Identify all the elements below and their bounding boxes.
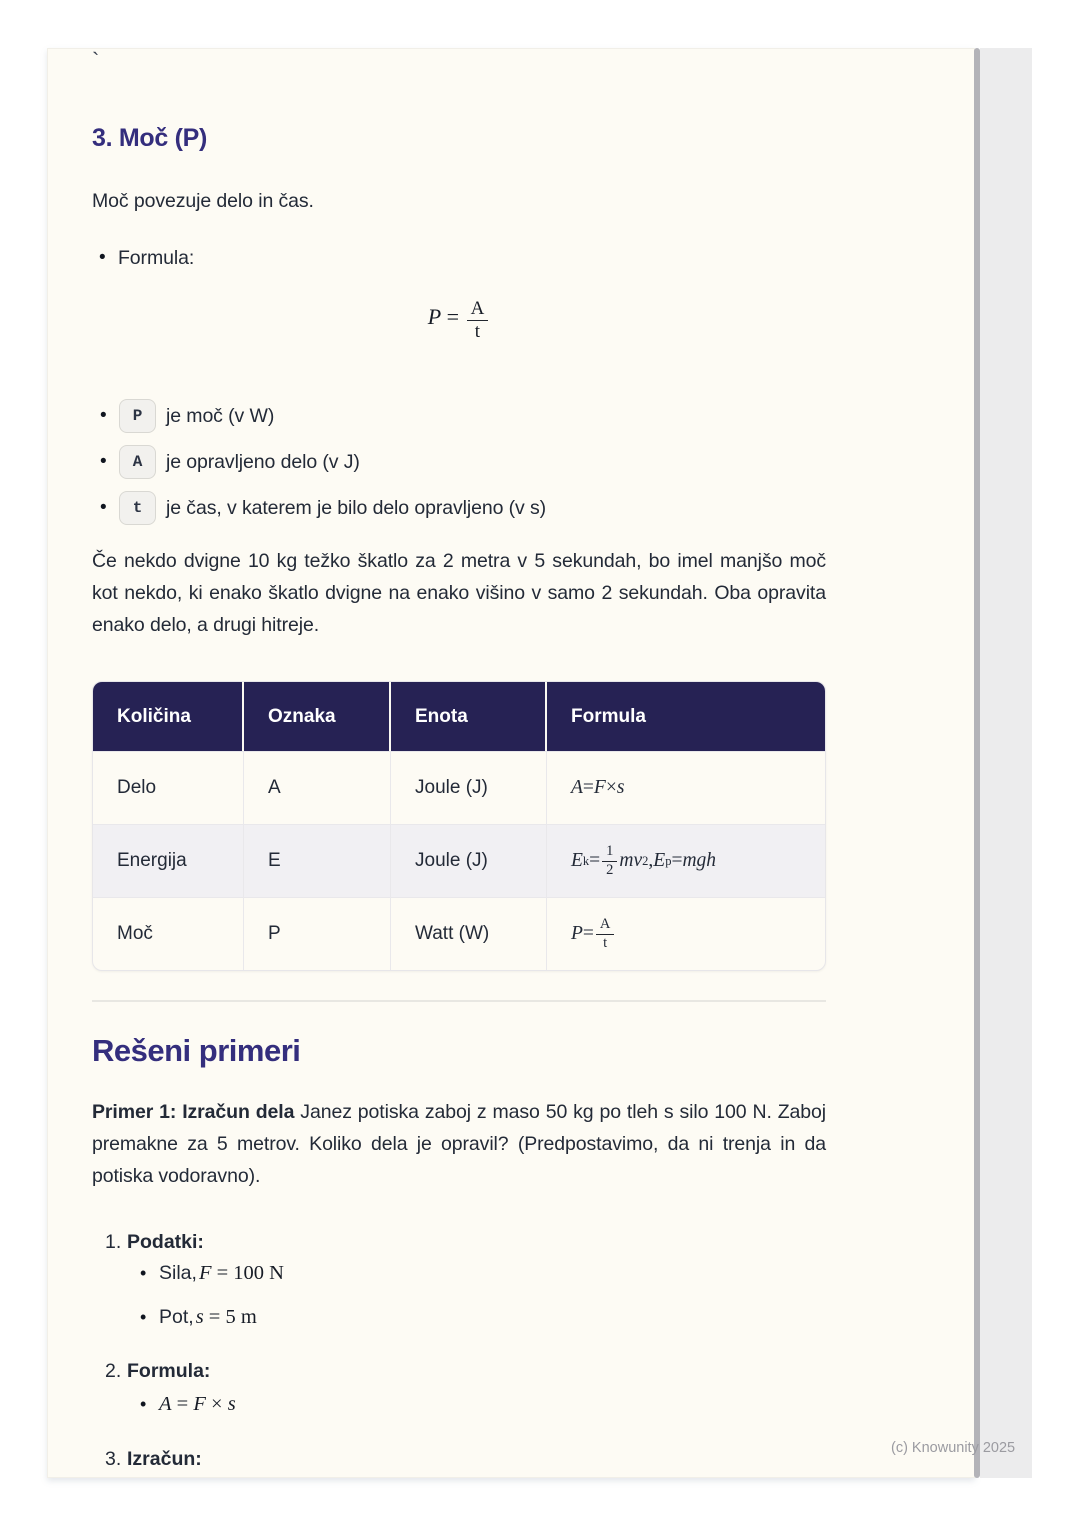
example-text: Janez potiska zaboj z maso 50 kg po tleh s silo 100 N. Zaboj premakne za 5 metrov. Koliko dela je opravil? (Predpostavimo, da ni trenja in da potiska vodoravno). xyxy=(92,1101,827,1187)
cell-oznaka: A xyxy=(244,751,391,824)
table-row xyxy=(93,897,825,970)
stray-backtick: ` xyxy=(92,48,100,73)
header-enota: Enota xyxy=(391,682,547,751)
example-title: Primer 1: Izračun dela xyxy=(92,1101,295,1123)
step-izracun xyxy=(105,1448,202,1471)
table-header-row xyxy=(93,682,825,751)
item-math: F = 100 N xyxy=(198,1262,284,1284)
formula-label: Formula: xyxy=(118,247,195,269)
cell-kolicina: Moč xyxy=(93,897,244,970)
data-item-sila xyxy=(140,1262,284,1285)
code-badge-a: A xyxy=(119,445,156,479)
variable-item-t xyxy=(92,490,546,526)
step-number: 2. xyxy=(105,1360,122,1382)
solved-examples-heading: Rešeni primeri xyxy=(92,1033,301,1068)
formula-list-item xyxy=(92,242,194,274)
variable-item-a xyxy=(92,444,360,480)
header-kolicina: Količina xyxy=(93,682,244,751)
item-label: Pot, xyxy=(159,1306,194,1328)
variable-item-p xyxy=(92,398,274,434)
cell-enota: Joule (J) xyxy=(391,751,547,824)
step-number: 1. xyxy=(105,1231,122,1253)
step-podatki xyxy=(105,1231,204,1254)
section-intro: Moč povezuje delo in čas. xyxy=(92,190,314,212)
cell-enota: Joule (J) xyxy=(391,824,547,897)
code-badge-t: t xyxy=(119,491,156,525)
step-label: Podatki: xyxy=(127,1231,204,1253)
step-label: Izračun: xyxy=(127,1448,202,1470)
cell-formula: A = F × s xyxy=(547,751,825,824)
variable-description: je moč (v W) xyxy=(166,405,275,427)
cell-enota: Watt (W) xyxy=(391,897,547,970)
section-divider xyxy=(92,1000,826,1002)
explanation-paragraph: Če nekdo dvigne 10 kg težko škatlo za 2 metra v 5 sekundah, bo imel manjšo moč kot nekdo, ki enako škatlo dvigne na enako višino v samo 2 sekundah. Oba opravita enako delo, a drugi hitreje. xyxy=(92,550,826,636)
quantities-table xyxy=(92,681,826,971)
cell-oznaka: E xyxy=(244,824,391,897)
code-badge-p: P xyxy=(119,399,156,433)
bullet-icon: • xyxy=(100,451,107,472)
bullet-icon: • xyxy=(140,1307,147,1327)
cell-kolicina: Delo xyxy=(93,751,244,824)
scrollbar-track[interactable] xyxy=(980,48,1032,1478)
step-number: 3. xyxy=(105,1448,122,1470)
example-paragraph xyxy=(92,1096,826,1192)
step-label: Formula: xyxy=(127,1360,211,1382)
item-math: s = 5 m xyxy=(195,1306,257,1328)
data-item-pot xyxy=(140,1306,257,1329)
cell-kolicina: Energija xyxy=(93,824,244,897)
scrollbar-thumb[interactable] xyxy=(974,48,980,1478)
header-formula: Formula xyxy=(547,682,825,751)
cell-formula: E k = $\frac{1}{2}$ mv 2 , E p = mgh xyxy=(547,824,825,897)
bullet-icon: • xyxy=(140,1263,147,1283)
table-row xyxy=(93,751,825,824)
formula-item xyxy=(140,1393,236,1416)
item-label: Sila, xyxy=(159,1262,197,1284)
header-oznaka: Oznaka xyxy=(244,682,391,751)
bullet-icon: • xyxy=(100,497,107,518)
cell-oznaka: P xyxy=(244,897,391,970)
table-row xyxy=(93,824,825,897)
item-math: A = F × s xyxy=(159,1393,236,1415)
watermark-credit: (c) Knowunity 2025 xyxy=(891,1440,1016,1456)
step-formula xyxy=(105,1360,210,1383)
power-formula: P = $\frac{A}{t}$ xyxy=(92,299,826,342)
variable-description: je opravljeno delo (v J) xyxy=(166,451,360,473)
cell-formula: P = $\frac{A}{t}$ xyxy=(547,897,825,970)
bullet-icon: • xyxy=(100,405,107,426)
variable-description: je čas, v katerem je bilo delo opravljeno (v s) xyxy=(166,497,547,519)
bullet-icon: • xyxy=(99,247,106,268)
bullet-icon: • xyxy=(140,1394,147,1414)
section-heading-moc: 3. Moč (P) xyxy=(92,124,208,152)
